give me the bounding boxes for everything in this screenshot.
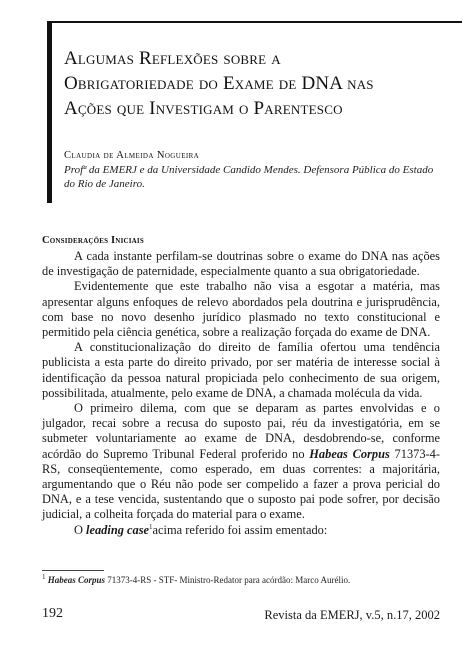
paragraph [42,401,440,523]
page-number: 192 [42,606,63,621]
title-line: Ações que Investigam o Parentesco [64,98,343,119]
author-name: Claudia de Almeida Nogueira [64,150,200,161]
frame-left-rule [47,21,52,203]
footnote-emphasis: Habeas Corpus [47,575,106,585]
title-line: Algumas Reflexões sobre a [64,48,281,69]
author-affiliation: Profª da EMERJ e da Universidade Candido Mendes. Defensora Pública do Estado do Rio de Janeiro. [64,164,434,190]
section-heading: Considerações Iniciais [42,235,144,246]
footnote-divider [42,570,104,571]
title-line: Obrigatoriedade do Exame de DNA nas [64,73,374,94]
frame-top-rule [47,21,462,23]
paragraph-text: O primeiro dilema, com que se deparam as partes envolvidas e o julgador, recai sobre a recusa do suposto pai, réu da investigatória, em se submeter voluntariamente ao exame de DNA, desdobrendo-se, conforme acórdão do Supremo Tribunal Federal proferido no [42,401,440,461]
paragraph-text: O [74,522,87,537]
article-body [42,249,440,538]
footnote-text: 71373-4-RS - STF- Ministro-Redator para acórdão: Marco Aurélio. [105,575,351,585]
paragraph-text: acima referido foi assim ementado: [152,522,328,537]
paragraph-text: 71373-4-RS, conseqüentemente, como esperado, em duas correntes: a majoritária, argumentando que o Réu não pode ser compelido a fazer a prova pericial do DNA, e a tese vencida, sustentando que o suposto pai pode sofrer, por decisão judicial, a colheita forçada do material para o exame. [42,446,440,522]
footnote [42,575,350,585]
footnote-reference[interactable]: 1 [149,522,153,531]
paragraph: Evidentemente que este trabalho não visa a esgotar a matéria, mas apresentar alguns enfoques de relevo abordados pela doutrina e jurisprudência, com base no novo desenho jurídico plasmado no texto constitucional e permitido pela ciência genética, sobre a realização forçada do exame de DNA. [42,279,440,340]
journal-citation: Revista da EMERJ, v.5, n.17, 2002 [264,608,440,622]
emphasis-text: leading case [86,522,150,537]
article-title [64,46,454,121]
emphasis-text: Habeas Corpus [309,446,390,461]
paragraph: A cada instante perfilam-se doutrinas sobre o exame do DNA nas ações de investigação de paternidade, especialmente quanto a sua obrigatoriedade. [42,249,440,279]
paragraph [42,523,440,538]
footnote-marker: 1 [42,573,46,581]
paragraph: A constitucionalização do direito de família ofertou uma tendência publicista a esta parte do direito privado, por ser matéria de interesse social à identificação da pessoa natural propiciada pelo conhecimento de sua origem, possibilitada, atualmente, pelo exame de DNA, a chamada molécula da vida. [42,340,440,400]
